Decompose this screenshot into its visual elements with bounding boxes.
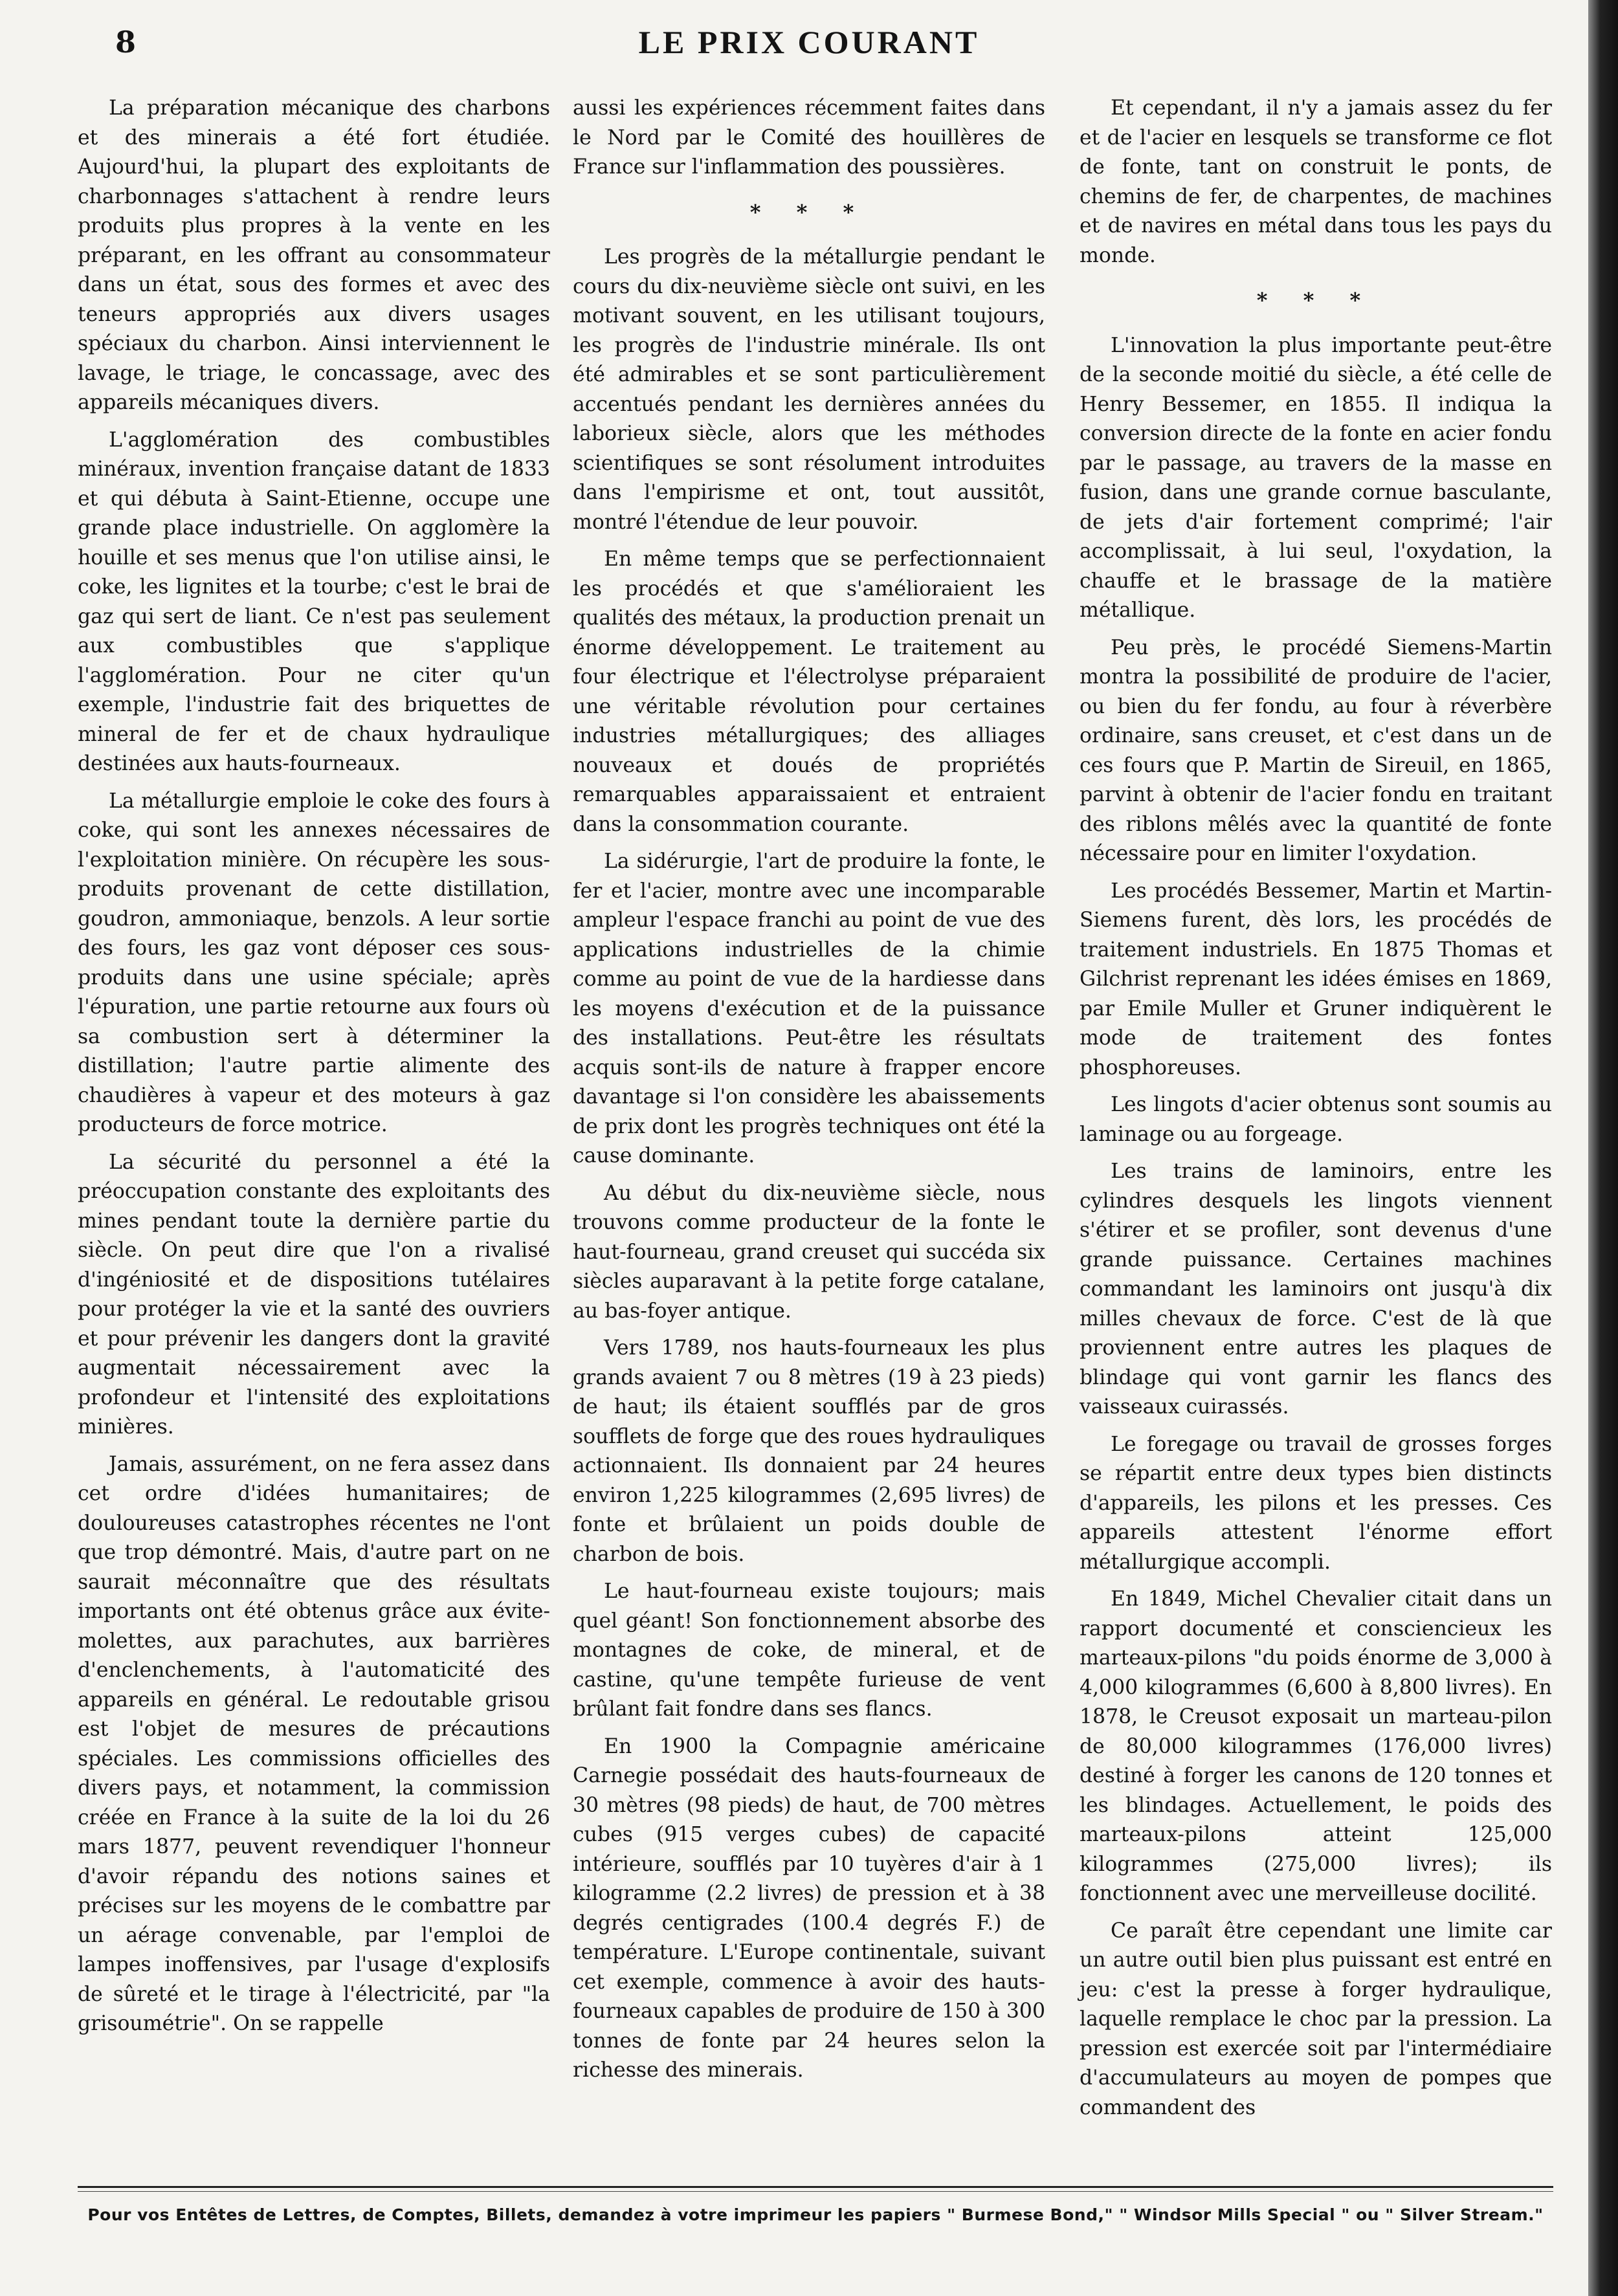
paragraph: Vers 1789, nos hauts-fourneaux les plus grands avaient 7 ou 8 mètres (19 à 23 pieds) de haut; ils étaient soufflés par de gros soufflets de forge que des roues hydrauliques actionnaient. Ils donnaient par 24 heures environ 1,225 kilogrammes (2,695 livres) de fonte et brûlaient un poids double de charbon de bois. [573,1336,1045,1566]
paragraph: Le haut-fourneau existe toujours; mais quel géant! Son fonctionnement absorbe des montagnes de coke, de mineral, et de castine, qu'une tempête furieuse de vent brûlant fait fondre dans ses flancs. [573,1580,1045,1721]
paragraph: L'innovation la plus importante peut-être de la seconde moitié du siècle, a été celle de Henry Bessemer, en 1855. Il indiqua la conversion directe de la fonte en acier fondu par le passage, au travers de la masse en fusion, dans une grande cornue basculante, de jets d'air fortement comprimé; l'air accomplissait, à lui seul, l'oxydation, la chauffe et le brassage de la matière métallique. [1080,333,1552,622]
paragraph: Les procédés Bessemer, Martin et Martin-Siemens furent, dès lors, les procédés de traitement industriels. En 1875 Thomas et Gilchrist reprenant les idées émises en 1869, par Emile Muller et Gruner indiquèrent le mode de traitement des fontes phosphoreuses. [1080,879,1552,1079]
paragraph: aussi les expériences récemment faites dans le Nord par le Comité des houillères de France sur l'inflammation des poussières. [573,96,1045,179]
section-divider-stars: * * * [749,199,869,225]
text-column-1 [78,94,550,2047]
paragraph: Ce paraît être cependant une limite car un autre outil bien plus puissant est entré en jeu: c'est la presse à forger hydraulique, laquelle remplace le choc par la pression. La pression est exercée soit par l'intermédiaire d'accumulateurs au moyen de pompes que commandent des [1080,1919,1552,2119]
paragraph: La sécurité du personnel a été la préoccupation constante des exploitants des mines pendant toute la dernière partie du siècle. On peut dire que l'on a rivalisé d'ingéniosité et de dispositions tutélaires pour protéger la vie et la santé des ouvriers et pour prévenir les dangers dont la gravité augmentait nécessairement avec la profondeur et l'intensité des exploitations minières. [78,1150,550,1439]
paragraph: L'agglomération des combustibles minéraux, invention française datant de 1833 et qui débuta à Saint-Etienne, occupe une grande place industrielle. On agglomère la houille et ses menus que l'on utilise ainsi, le coke, les lignites et la tourbe; c'est le brai de gaz qui sert de liant. Ce n'est pas seulement aux combustibles que s'applique l'agglomération. Pour ne citer qu'un exemple, l'industrie fait des briquettes de mineral de fer et de chaux hydraulique destinées aux hauts-fourneaux. [78,428,550,775]
text-column-3 [1080,94,1552,2130]
paragraph: La sidérurgie, l'art de produire la fonte, le fer et l'acier, montre avec une incomparable ampleur l'espace franchi au point de vue des applications industrielles de la chimie comme au point de vue de la hardiesse dans les moyens d'exécution et de la puissance des installations. Peut-être les résultats acquis sont-ils de nature à frapper encore davantage si l'on considère les abaissements de prix dont les progrès techniques ont été la cause dominante. [573,850,1045,1167]
paragraph: Les progrès de la métallurgie pendant le cours du dix-neuvième siècle ont suivi, en les motivant souvent, en les utilisant toujours, les progrès de l'industrie minérale. Ils ont été admirables et se sont particulièrement accentués pendant les dernières années du laborieux siècle, alors que les méthodes scientifiques se sont résolument introduites dans l'empirisme et ont, tout aussitôt, montré l'étendue de leur pouvoir. [573,245,1045,534]
paragraph: La préparation mécanique des charbons et des minerais a été fort étudiée. Aujourd'hui, la plupart des exploitants de charbonnages s'attachent à rendre leurs produits plus propres à la vente en les préparant, en les offrant au consommateur dans un état, sous des formes et avec des teneurs appropriés aux divers usages spéciaux du charbon. Ainsi interviennent le lavage, le triage, le concassage, avec des appareils mécaniques divers. [78,96,550,414]
paragraph: Au début du dix-neuvième siècle, nous trouvons comme producteur de la fonte le haut-fourneau, grand creuset qui succéda six siècles auparavant à la petite forge catalane, au bas-foyer antique. [573,1181,1045,1323]
paragraph: En 1849, Michel Chevalier citait dans un rapport documenté et consciencieux les marteaux-pilons "du poids énorme de 3,000 à 4,000 kilogrammes (6,600 à 8,800 livres). En 1878, le Creusot exposait un marteau-pilon de 80,000 kilogrammes (176,000 livres) destiné à forger les canons de 120 tonnes et les blindages. Actuellement, le poids des marteaux-pilons atteint 125,000 kilogrammes (275,000 livres); ils fonctionnent avec une merveilleuse docilité. [1080,1587,1552,1905]
page-number: 8 [115,25,137,60]
paragraph: Les lingots d'acier obtenus sont soumis au laminage ou au forgeage. [1080,1093,1552,1146]
paragraph: Peu près, le procédé Siemens-Martin montra la possibilité de produire de l'acier, ou bien du fer fondu, au four à réverbère ordinaire, sans creuset, et c'est dans un de ces fours que P. Martin de Sireuil, en 1865, parvint à obtenir de l'acier fondu en traitant des riblons mêlés avec la quantité de fonte nécessaire pour en limiter l'oxydation. [1080,635,1552,865]
paragraph: Et cependant, il n'y a jamais assez du fer et de l'acier en lesquels se transforme ce flot de fonte, tant on construit le ponts, de chemins de fer, de charpentes, de machines et de navires en métal dans tous les pays du monde. [1080,96,1552,267]
paragraph: La métallurgie emploie le coke des fours à coke, qui sont les annexes nécessaires de l'exploitation minière. On récupère les sous-produits provenant de cette distillation, goudron, ammoniaque, benzols. A leur sortie des fours, les gaz vont déposer ces sous-produits dans une usine spéciale; après l'épuration, une partie retourne aux fours où sa combustion sert à déterminer la distillation; l'autre partie alimente des chaudières à vapeur et des moteurs à gaz producteurs de force motrice. [78,789,550,1136]
running-head-title: LE PRIX COURANT [638,24,980,60]
text-column-2 [573,94,1045,2093]
footer-advertisement: Pour vos Entêtes de Lettres, de Comptes, Billets, demandez à votre imprimeur les papiers " Burmese Bond," " Windsor Mills Special " ou " Silver Stream." [87,2205,1544,2224]
page-binding-edge [1588,0,1618,2296]
section-divider-stars: * * * [1256,288,1375,313]
footer-rule-thin [78,2191,1553,2192]
paragraph: En même temps que se perfectionnaient les procédés et que s'amélioraient les qualités des métaux, la production prenait un énorme développement. Le traitement au four électrique et l'électrolyse préparaient une véritable révolution pour certaines industries métallurgiques; des alliages nouveaux et doués de propriétés remarquables apparaissaient et entraient dans la consommation courante. [573,547,1045,836]
paragraph: En 1900 la Compagnie américaine Carnegie possédait des hauts-fourneaux de 30 mètres (98 pieds) de haut, de 700 mètres cubes (915 verges cubes) de capacité intérieure, soufflés par 10 tuyères d'air à 1 kilogramme (2.2 livres) de pression et à 38 degrés centigrades (100.4 degrés F.) de température. L'Europe continentale, suivant cet exemple, commence à avoir des hauts-fourneaux capables de produire de 150 à 300 tonnes de fonte par 24 heures selon la richesse des minerais. [573,1734,1045,2082]
paragraph: Le foregage ou travail de grosses forges se répartit entre deux types bien distincts d'appareils, les pilons et les presses. Ces appareils attestent l'énorme effort métallurgique accompli. [1080,1432,1552,1574]
footer-rule [78,2186,1553,2188]
paragraph: Les trains de laminoirs, entre les cylindres desquels les lingots viennent s'étirer et se profiler, sont devenus d'une grande puissance. Certaines machines commandant les laminoirs ont jusqu'à dix milles chevaux de force. C'est de là que proviennent entre autres les plaques de blindage qui vont garnir les flancs des vaisseaux cuirassés. [1080,1160,1552,1418]
paragraph: Jamais, assurément, on ne fera assez dans cet ordre d'idées humanitaires; de douloureuses catastrophes récentes ne l'ont que trop démontré. Mais, d'autre part on ne saurait méconnaître que des résultats importants ont été obtenus grâce aux évite-molettes, aux parachutes, aux barrières d'enclenchements, à l'automaticité des appareils en général. Le redoutable grisou est l'objet de mesures de précautions spéciales. Les commissions officielles des divers pays, et notamment, la commission créée en France à la suite de la loi du 26 mars 1877, peuvent revendiquer l'honneur d'avoir répandu des notions saines et précises sur les moyens de le combattre par un aérage convenable, par l'emploi de lampes inoffensives, par l'usage d'explosifs de sûreté et le tirage à l'électricité, par "la grisoumétrie". On se rappelle [78,1452,550,2035]
